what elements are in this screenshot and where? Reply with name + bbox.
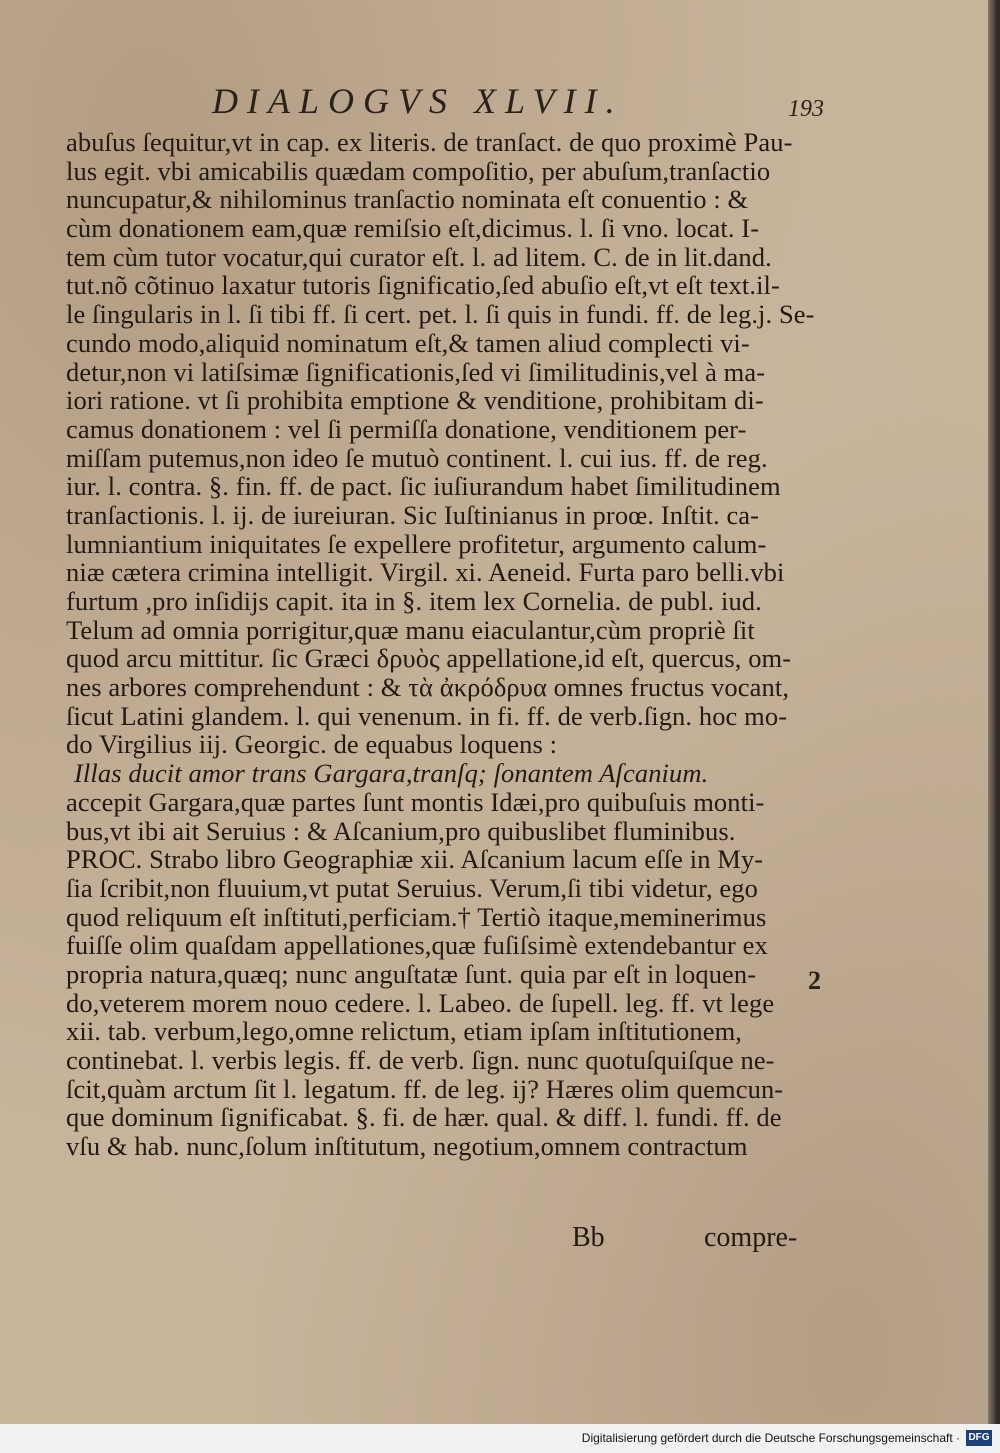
text-line: Telum ad omnia porrigitur,quæ manu eiaculantur,cùm propriè ſit xyxy=(66,614,755,645)
text-line: cùm donationem eam,quæ remiſsio eſt,dicimus. l. ſi vno. locat. I- xyxy=(66,213,760,244)
signature-mark: Bb xyxy=(572,1222,605,1253)
text-line: do Virgilius iij. Georgic. de equabus loquens : xyxy=(66,729,558,760)
text-line: iori ratione. vt ſi prohibita emptione & venditione, prohibitam di- xyxy=(66,385,764,416)
text-line: ſcit,quàm arctum ſit l. legatum. ff. de leg. ij? Hæres olim quemcun- xyxy=(66,1073,784,1104)
text-line: cundo modo,aliquid nominatum eſt,& tamen aliud complecti vi- xyxy=(66,327,750,358)
verse-quotation: Illas ducit amor trans Gargara,tranſq; ſonantem Aſcanium. xyxy=(74,758,709,789)
text-line: detur,non vi latiſsimæ ſignificationis,ſed vi ſimilitudinis,vel à ma- xyxy=(66,356,766,387)
text-line: tem cùm tutor vocatur,qui curator eſt. l. ad litem. C. de in lit.dand. xyxy=(66,241,772,272)
footer-bar xyxy=(0,1424,1000,1453)
text-line: lumniantium iniquitates ſe expellere profitetur, argumento calum- xyxy=(66,528,767,559)
text-line: nuncupatur,& nihilominus tranſactio nominata eſt conuentio : & xyxy=(66,184,749,215)
text-line: do,veterem morem nouo cedere. l. Labeo. de ſupell. leg. ff. vt lege xyxy=(66,987,775,1018)
footer-credit: Digitalisierung gefördert durch die Deutsche Forschungsgemeinschaft · xyxy=(581,1431,960,1445)
page-edge-shadow xyxy=(988,0,996,1424)
text-line: accepit Gargara,quæ partes ſunt montis Idæi,pro quibuſuis monti- xyxy=(66,786,765,817)
text-line: miſſam putemus,non ideo ſe mutuò continent. l. cui ius. ff. de reg. xyxy=(66,442,768,473)
text-line: abuſus ſequitur,vt in cap. ex literis. de tranſact. de quo proximè Pau- xyxy=(66,127,793,157)
text-line: propria natura,quæq; nunc anguſtatæ ſunt. quia par eſt in loquen- xyxy=(66,958,757,989)
text-line: lus egit. vbi amicabilis quædam compoſitio, per abuſum,tranſactio xyxy=(66,155,771,186)
text-line: que dominum ſignificabat. §. fi. de hær. qual. & diff. l. fundi. ff. de xyxy=(66,1102,782,1133)
text-line: vſu & hab. nunc,ſolum inſtitutum, negotium,omnem contractum xyxy=(66,1131,748,1162)
text-line: niæ cætera crimina intelligit. Virgil. xi. Aeneid. Furta paro belli.vbi xyxy=(66,557,785,588)
dfg-logo-icon: DFG xyxy=(966,1430,992,1446)
text-line: tut.nõ cõtinuo laxatur tutoris ſignificatio,ſed abuſio eſt,vt eſt text.il- xyxy=(66,270,780,301)
text-line: quod arcu mittitur. ſic Græci δρυὸς appellatione,id eſt, quercus, om- xyxy=(66,643,792,674)
text-line: ſicut Latini glandem. l. qui venenum. in fi. ff. de verb.ſign. hoc mo- xyxy=(66,700,788,731)
text-line: le ſingularis in l. ſi tibi ff. ſi cert. pet. l. ſi quis in fundi. ff. de leg.j. Se- xyxy=(66,299,815,330)
page-header xyxy=(0,80,1000,130)
page-number: 193 xyxy=(788,96,824,122)
body-text xyxy=(66,127,815,1162)
text-line: continebat. l. verbis legis. ff. de verb. ſign. nunc quotuſquiſque ne- xyxy=(66,1045,775,1075)
text-line: bus,vt ibi ait Seruius : & Aſcanium,pro quibuslibet fluminibus. xyxy=(66,815,736,846)
text-line: quod reliquum eſt inſtituti,perficiam.† Tertiò itaque,meminerimus xyxy=(66,901,767,932)
text-line: xii. tab. verbum,lego,omne relictum, etiam ipſam inſtitutionem, xyxy=(66,1016,743,1047)
text-line: iur. l. contra. §. fin. ff. de pact. ſic iuſiurandum habet ſimilitudinem xyxy=(66,471,781,502)
text-line: nes arbores comprehendunt : & τὰ ἀκρόδρυα omnes fructus vocant, xyxy=(66,672,790,703)
catchword: compre- xyxy=(704,1222,798,1253)
margin-note: 2 xyxy=(808,966,821,995)
running-title: DIALOGVS XLVII. xyxy=(212,81,624,121)
text-line: fuiſſe olim quaſdam appellationes,quæ fuſiſsimè extendebantur ex xyxy=(66,930,768,961)
text-line: PROC. Strabo libro Geographiæ xii. Aſcanium lacum eſſe in My- xyxy=(66,844,764,875)
text-line: tranſactionis. l. ij. de iureiuran. Sic Iuſtinianus in proœ. Inſtit. ca- xyxy=(66,499,760,530)
text-line: furtum ,pro inſidijs capit. ita in §. item lex Cornelia. de publ. iud. xyxy=(66,586,762,616)
text-line: camus donationem : vel ſi permiſſa donatione, venditionem per- xyxy=(66,413,747,444)
text-line: ſia ſcribit,non fluuium,vt putat Seruius. Verum,ſi tibi videtur, ego xyxy=(66,872,758,903)
